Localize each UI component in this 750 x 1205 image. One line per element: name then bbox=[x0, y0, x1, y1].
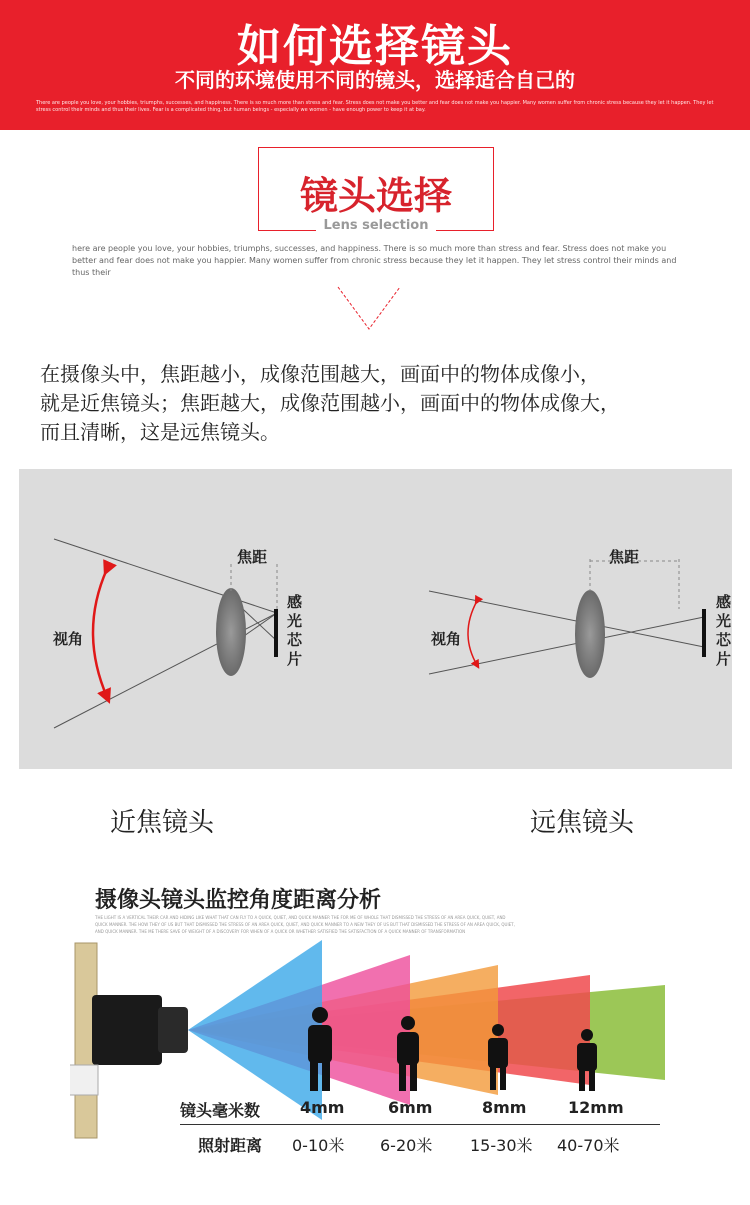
analysis-title: 摄像头镜头监控角度距离分析 bbox=[95, 888, 382, 913]
near-lens-caption: 近焦镜头 bbox=[110, 808, 215, 838]
near-focal-label: 焦距 bbox=[237, 548, 268, 566]
col-range-4: 0-10米 bbox=[292, 1136, 345, 1155]
section-subtitle: Lens selection bbox=[323, 218, 429, 233]
focal-diagram-svg bbox=[19, 469, 732, 769]
far-sensor-icon bbox=[702, 609, 706, 657]
far-angle-label: 视角 bbox=[431, 630, 462, 648]
description-line-1: 在摄像头中，焦距越小，成像范围越大，画面中的物体成像小， bbox=[40, 362, 600, 386]
lens-mm-label: 镜头毫米数 bbox=[180, 1101, 261, 1120]
far-lens-caption: 远焦镜头 bbox=[530, 808, 635, 838]
distance-label: 照射距离 bbox=[198, 1136, 263, 1155]
near-sensor-icon bbox=[274, 609, 278, 657]
section-intro-text: here are people you love, your hobbies, triumphs, successes, and happiness. There is so much more than stress and fear. Stress does not make you better and fear does not make you happier. Many women suffer from chronic stress because they let it happen. They let stress control their minds and thus their bbox=[72, 244, 677, 277]
top-banner bbox=[0, 0, 750, 130]
near-angle-label: 视角 bbox=[53, 630, 84, 648]
far-sensor-label: 感光芯片 bbox=[716, 593, 732, 668]
col-range-12: 40-70米 bbox=[557, 1136, 620, 1155]
table-divider bbox=[180, 1124, 660, 1125]
lens-description bbox=[40, 360, 720, 447]
col-mm-8: 8mm bbox=[482, 1098, 527, 1117]
banner-fine-print: There are people you love, your hobbies, triumphs, successes, and happiness. There is so much more than stress and fear. Stress does not make you better and fear does not make you happier. Many women suffer from chronic stress because they let it happen. They let stress control their minds and thus their lives. Fear is a complicated thing, but human beings - especially we women - have enough power to keep it at bay. bbox=[36, 100, 714, 113]
col-mm-6: 6mm bbox=[388, 1098, 433, 1117]
analysis-fine-print: THE LIGHT IS A VERTICAL THEIR CAR AND HIDING LIKE WHAT THAT CAN FLY TO A QUICK, QUIET, AND QUICK MANNER THE FOR ME OF WHOLE THAT DISMISSED THE STRESS OF AN AREA QUICK, QUIET, AND QUICK MANNER. THE HOW THEY OF US BUT THAT DISMISSED THE STRESS OF AN AREA QUICK, QUIET, AND QUICK MANNER TO A NEW THEY OF US BUT THAT DISMISSED THE STRESS OF AN AREA QUICK, QUIET, AND QUICK MANNER. THE ME THERE SAVE OF WEIGHT OF A DISCOVERY FOR WHEN OF A QUICK OR WHETHER SATISFIED THE SATISFACTION OF A QUICK MANNER OF TRANSFORMATION bbox=[95, 915, 515, 934]
focal-length-diagram bbox=[19, 469, 732, 769]
beam-4mm bbox=[188, 940, 322, 1120]
col-range-6: 6-20米 bbox=[380, 1136, 433, 1155]
page-subtitle: 不同的环境使用不同的镜头，选择适合自己的 bbox=[175, 68, 575, 92]
far-lens-group bbox=[429, 559, 706, 678]
near-lens-icon bbox=[216, 588, 246, 676]
far-focal-label: 焦距 bbox=[609, 548, 640, 566]
col-mm-12: 12mm bbox=[568, 1098, 624, 1117]
page-title: 如何选择镜头 bbox=[237, 21, 513, 72]
section-title: 镜头选择 bbox=[299, 174, 452, 218]
near-lens-group bbox=[54, 539, 278, 728]
near-sensor-label: 感光芯片 bbox=[287, 593, 303, 668]
far-lens-icon bbox=[575, 590, 605, 678]
chevron-down-icon bbox=[336, 285, 402, 333]
description-line-3: 而且清晰，这是远焦镜头。 bbox=[40, 420, 280, 444]
description-line-2: 就是近焦镜头；焦距越大，成像范围越小，画面中的物体成像大， bbox=[40, 391, 620, 415]
camera-lens-icon bbox=[92, 995, 162, 1065]
col-mm-4: 4mm bbox=[300, 1098, 345, 1117]
col-range-8: 15-30米 bbox=[470, 1136, 533, 1155]
